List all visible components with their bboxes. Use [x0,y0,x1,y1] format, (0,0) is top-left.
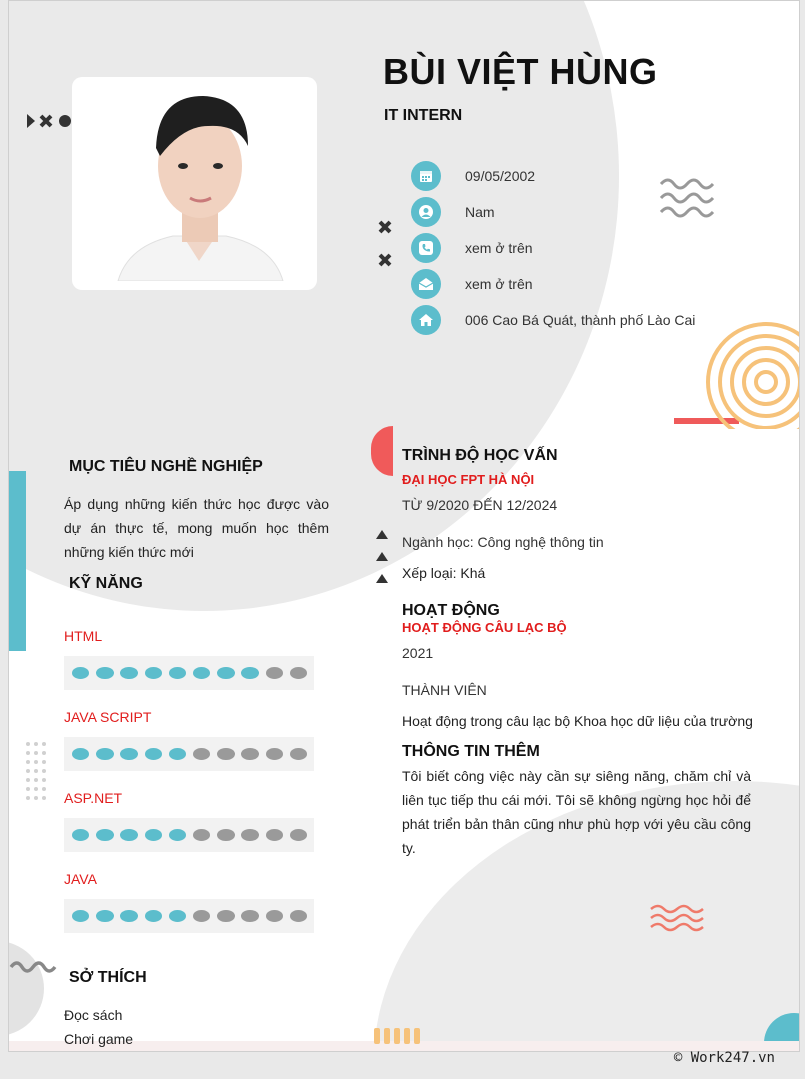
user-icon [411,197,441,227]
hobby-item: Chơi game [64,1031,134,1047]
skill-dot [241,748,258,760]
address-text: 006 Cao Bá Quát, thành phố Lào Cai [465,312,696,328]
additional-heading: THÔNG TIN THÊM [402,743,540,760]
job-title: IT INTERN [384,107,463,124]
contact-row-phone [411,233,533,263]
envelope-icon [411,269,441,299]
cross-icon [377,219,393,235]
skill-dot [241,829,258,841]
skill-dot [145,910,162,922]
skill-dot [290,748,307,760]
phone-icon [411,233,441,263]
wave-decor-icon [659,176,715,226]
skill-dot [120,829,137,841]
skill-dot [169,829,186,841]
skill-dot [145,667,162,679]
skill-dot [145,748,162,760]
skill-dot [290,667,307,679]
gender-text: Nam [465,204,495,220]
birthday-text: 09/05/2002 [465,168,536,184]
skill-dot [193,667,210,679]
skill-dot [241,910,258,922]
education-grade: Xếp loại: Khá [402,565,486,581]
activity-year: 2021 [402,645,434,661]
skill-dot [217,748,234,760]
skill-name: JAVA [64,871,97,887]
education-major: Ngành học: Công nghệ thông tin [402,534,604,550]
skill-dot [72,748,89,760]
profile-photo [98,86,301,281]
skill-dot [120,910,137,922]
skill-rating [64,737,314,771]
calendar-icon [411,161,441,191]
education-heading: TRÌNH ĐỘ HỌC VẤN [402,447,558,464]
skill-dot [290,829,307,841]
activity-desc: Hoạt động trong câu lạc bộ Khoa học dữ liệu của trường [402,713,753,729]
cv-page [8,0,800,1052]
skill-dot [217,910,234,922]
triangle-decor-icon [375,529,389,587]
skill-dot [266,748,283,760]
dot-grid-icon [25,741,47,805]
skill-dot [96,667,113,679]
contact-row-email [411,269,533,299]
concentric-circles-icon [704,319,800,429]
decor-bar [9,471,26,651]
skill-name: JAVA SCRIPT [64,709,152,725]
bars-decor-icon [373,1026,423,1044]
skill-rating [64,899,314,933]
skill-name: HTML [64,628,103,644]
skills-heading: KỸ NĂNG [69,575,143,592]
skill-rating [64,818,314,852]
hobbies-heading: SỞ THÍCH [69,969,147,986]
footer-credit: © Work247.vn [673,1050,775,1066]
skill-dot [290,910,307,922]
phone-text: xem ở trên [465,240,533,256]
skill-dot [96,748,113,760]
skill-dot [169,667,186,679]
activity-org: HOẠT ĐỘNG CÂU LẠC BỘ [402,620,567,635]
wave-decor-icon [649,903,705,937]
skill-dot [193,748,210,760]
skill-dot [266,910,283,922]
skill-dot [72,667,89,679]
skill-dot [266,829,283,841]
skill-dot [193,910,210,922]
email-text: xem ở trên [465,276,533,292]
skill-dot [169,748,186,760]
shapes-decor-icon [25,112,75,130]
photo-card [72,77,317,290]
skill-rating [64,656,314,690]
additional-text: Tôi biết công việc này cần sự siêng năng, chăm chỉ và liên tục tiếp thu cái mới. Tôi sẽ không ngừng học hỏi để phát triển bản thân cũng như phù hợp với yêu cầu công ty. [402,768,751,856]
skill-dot [217,667,234,679]
skill-dot [193,829,210,841]
education-period: TỪ 9/2020 ĐẾN 12/2024 [402,497,558,513]
skill-dot [96,910,113,922]
skill-dot [120,748,137,760]
skill-dot [266,667,283,679]
school-name: ĐẠI HỌC FPT HÀ NỘI [402,472,535,487]
skill-dot [96,829,113,841]
wave-decor-icon [9,957,57,973]
background-blob [8,941,44,1036]
cross-icon [377,252,393,268]
skill-dot [241,667,258,679]
activities-heading: HOẠT ĐỘNG [402,602,500,619]
skill-dot [217,829,234,841]
skill-name: ASP.NET [64,790,123,806]
objective-heading: MỤC TIÊU NGHỀ NGHIỆP [69,458,263,475]
skill-dot [120,667,137,679]
candidate-name: BÙI VIỆT HÙNG [383,51,658,92]
hobby-item: Đọc sách [64,1007,123,1023]
skill-dot [72,910,89,922]
contact-row-address [411,305,695,335]
skill-dot [169,910,186,922]
contact-row-birthday [411,161,535,191]
home-icon [411,305,441,335]
contact-row-gender [411,197,495,227]
skill-dot [72,829,89,841]
skill-dot [145,829,162,841]
objective-text: Áp dụng những kiến thức học được vào dự án thực tế, mong muốn học thêm những kiến thức mới [64,496,329,560]
activity-role: THÀNH VIÊN [402,682,487,698]
